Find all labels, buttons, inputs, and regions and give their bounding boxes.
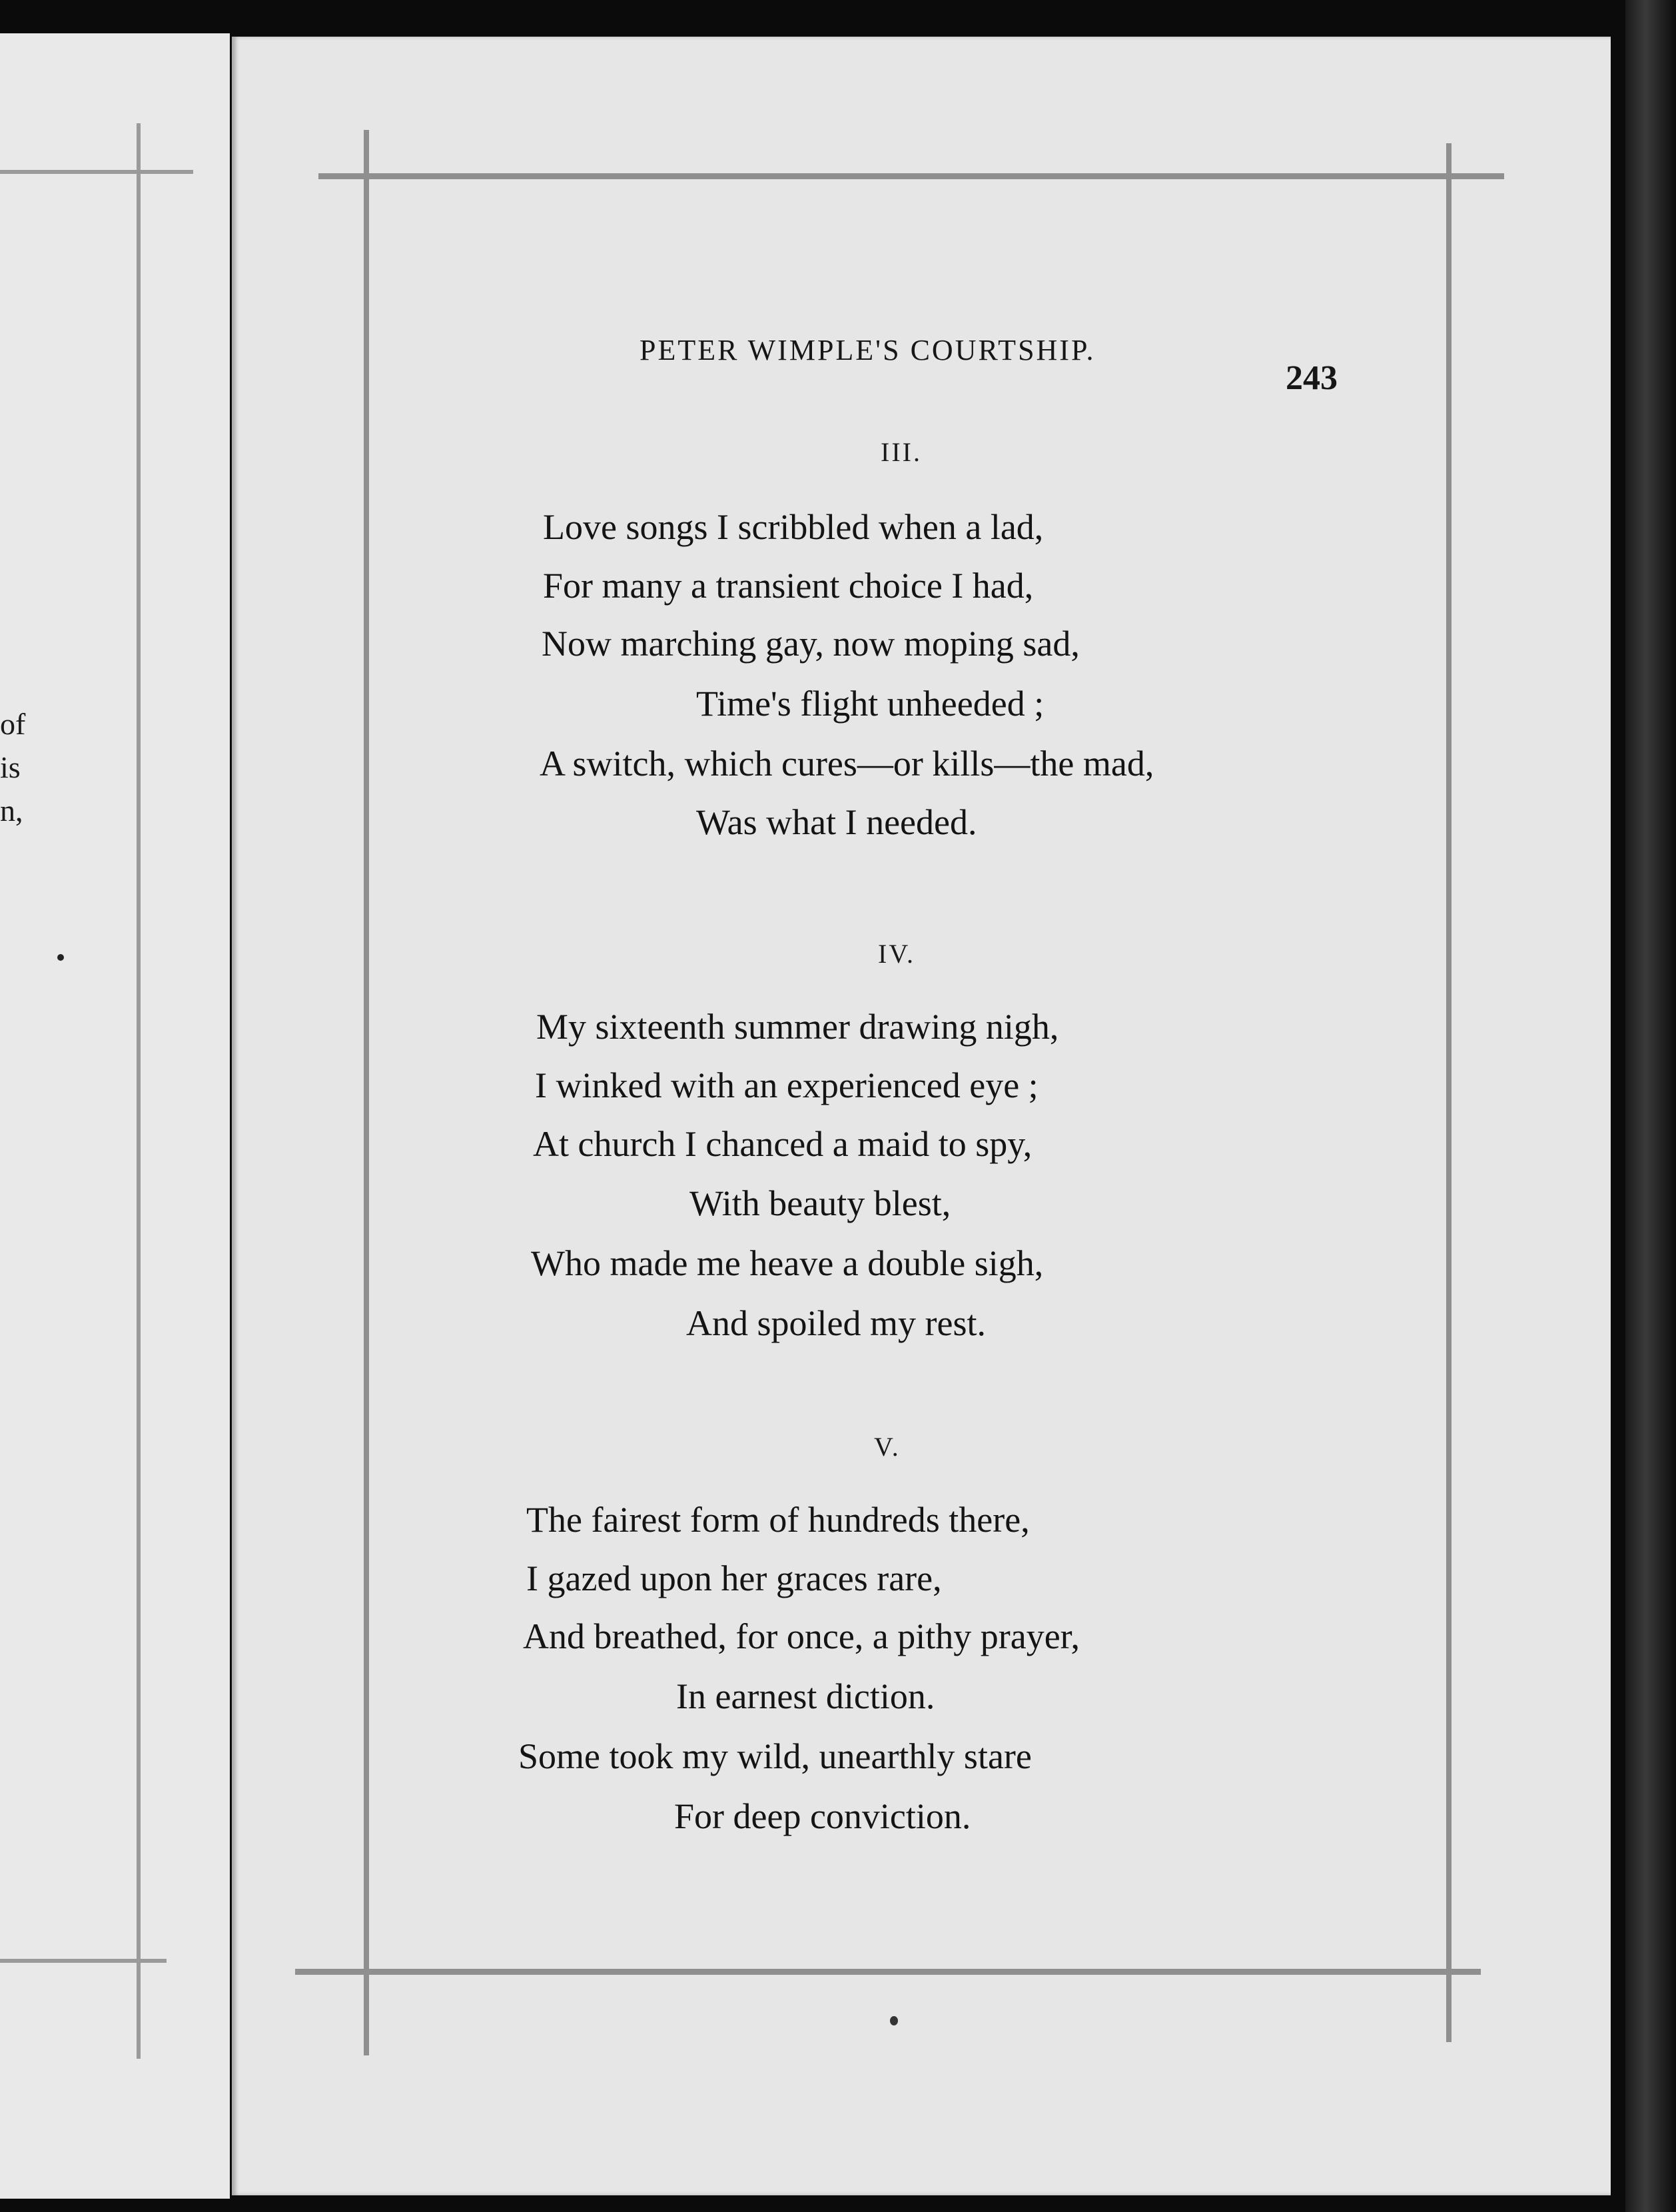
verse-line: In earnest diction.: [676, 1676, 935, 1716]
ink-speck: [57, 954, 64, 961]
frame-bottom-rule: [295, 1969, 1481, 1975]
verse-line: At church I chanced a maid to spy,: [533, 1124, 1033, 1164]
verse-line: A switch, which cures—or kills—the mad,: [540, 744, 1154, 784]
verse-line: I gazed upon her graces rare,: [526, 1558, 942, 1598]
verse-line: Now marching gay, now moping sad,: [542, 624, 1080, 664]
previous-page-bottom-rule: [0, 1959, 167, 1963]
page-number: 243: [1286, 359, 1338, 397]
verse-line: Was what I needed.: [696, 802, 977, 842]
running-title: PETER WIMPLE'S COURTSHIP.: [639, 334, 1096, 366]
previous-page-side-rule: [137, 123, 141, 2059]
verse-line: For many a transient choice I had,: [543, 566, 1034, 606]
previous-page-fragment: n,: [0, 794, 23, 828]
verse-line: My sixteenth summer drawing nigh,: [536, 1007, 1059, 1047]
verse-line: For deep conviction.: [674, 1796, 971, 1836]
previous-page: [0, 33, 230, 2199]
book-spine-edge: [1625, 0, 1676, 2212]
verse-line: Time's flight unheeded ;: [696, 684, 1045, 724]
stanza-label: V.: [874, 1432, 901, 1462]
ink-speck: [890, 2016, 898, 2025]
previous-page-top-rule: [0, 170, 193, 174]
verse-line: Some took my wild, unearthly stare: [518, 1736, 1032, 1776]
verse-line: And spoiled my rest.: [686, 1303, 986, 1343]
verse-line: And breathed, for once, a pithy prayer,: [523, 1616, 1080, 1656]
verse-line: I winked with an experienced eye ;: [535, 1065, 1039, 1105]
stanza-label: IV.: [878, 939, 916, 969]
stanza-label: III.: [881, 437, 922, 467]
frame-left-rule: [364, 130, 369, 2055]
verse-line: The fairest form of hundreds there,: [526, 1500, 1030, 1540]
previous-page-fragment: of: [0, 707, 26, 741]
verse-line: Who made me heave a double sigh,: [531, 1243, 1044, 1283]
frame-top-rule: [318, 173, 1504, 179]
verse-line: With beauty blest,: [689, 1183, 951, 1223]
frame-right-rule: [1446, 143, 1452, 2042]
verse-line: Love songs I scribbled when a lad,: [543, 507, 1044, 547]
previous-page-fragment: is: [0, 750, 21, 784]
